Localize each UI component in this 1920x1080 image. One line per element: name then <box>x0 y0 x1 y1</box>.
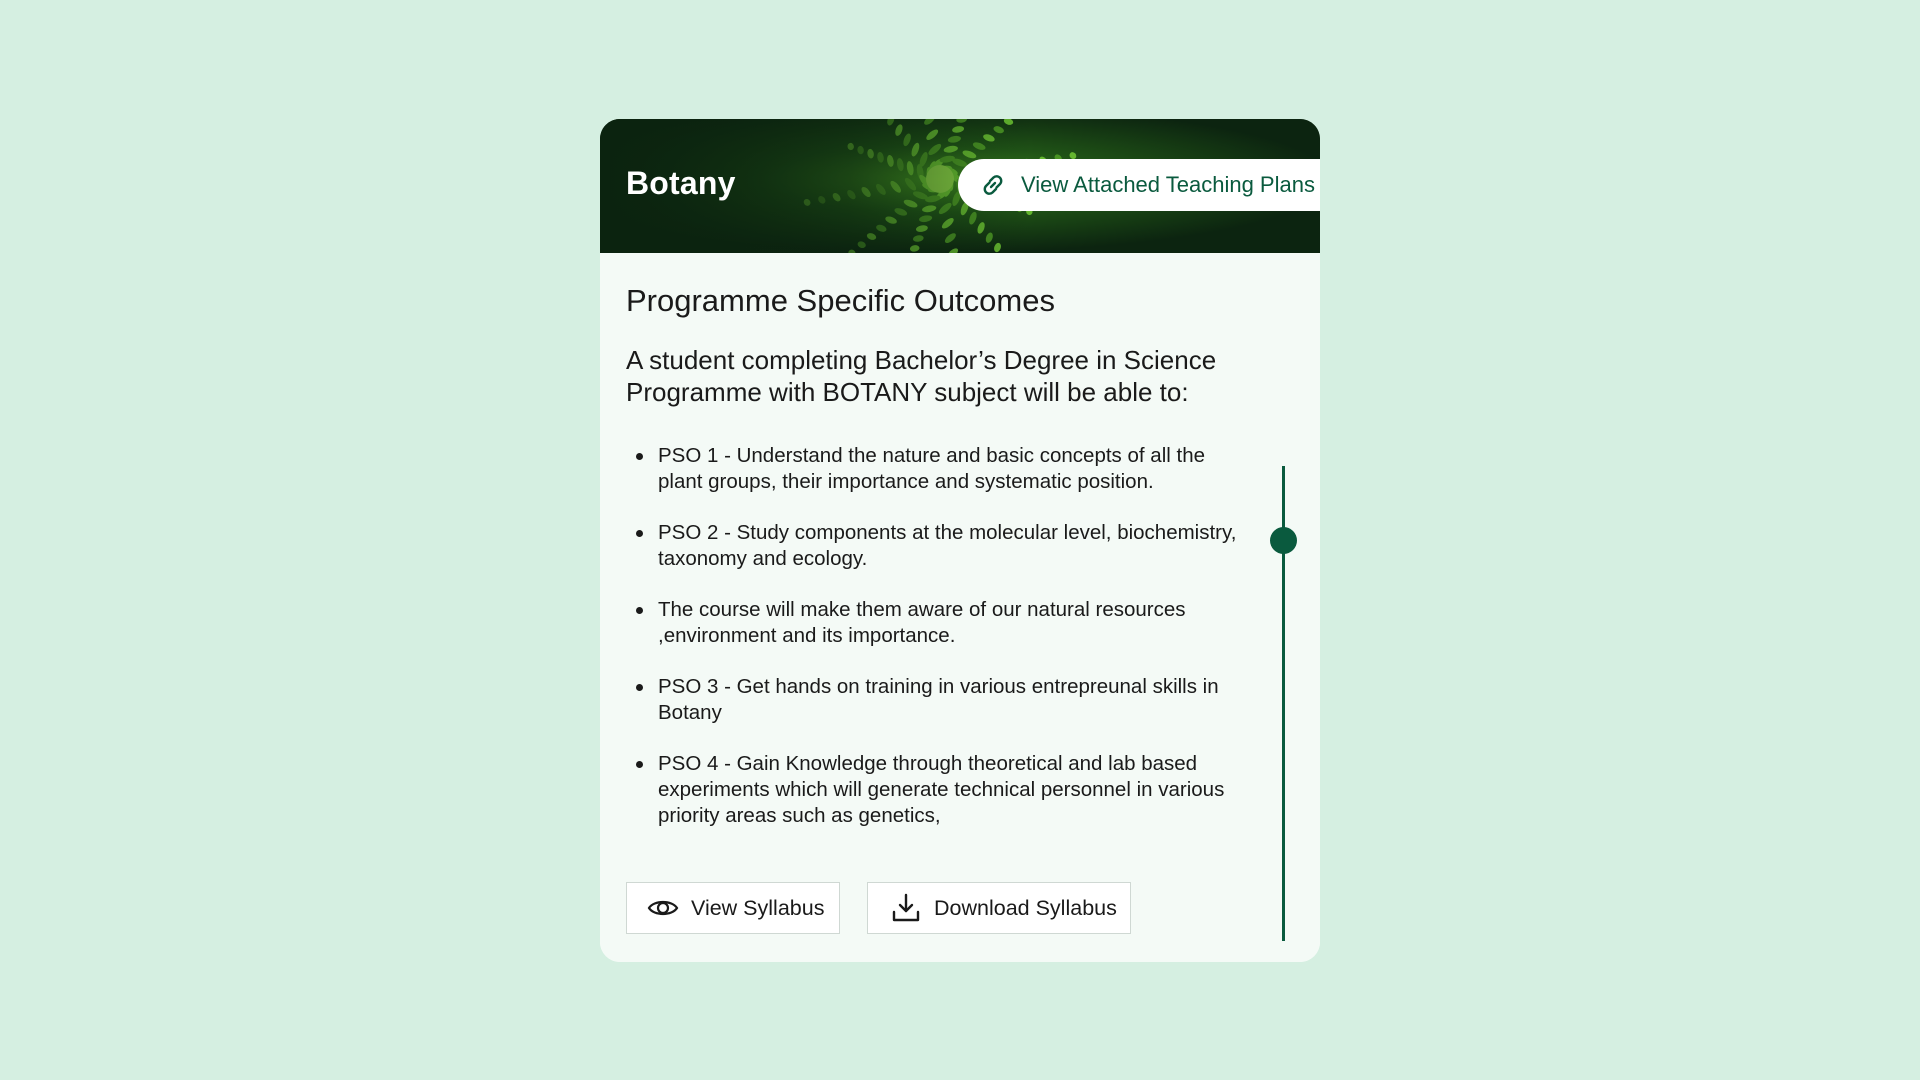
outcome-text: The course will make them aware of our natural resources ,environment and its importance. <box>658 598 1186 647</box>
list-item <box>626 674 1246 726</box>
outcomes-panel[interactable] <box>600 253 1320 962</box>
bullet <box>636 684 643 691</box>
view-syllabus-button[interactable] <box>626 882 840 934</box>
list-item <box>626 597 1246 649</box>
scrollbar-thumb[interactable] <box>1270 527 1297 554</box>
download-syllabus-label: Download Syllabus <box>934 895 1117 920</box>
view-syllabus-label: View Syllabus <box>691 895 825 920</box>
outcome-text: PSO 3 - Get hands on training in various entrepreunal skills in Botany <box>658 675 1219 724</box>
intro-text: A student completing Bachelor’s Degree in Science Programme with BOTANY subject will be able to: <box>626 345 1217 407</box>
download-icon <box>890 892 922 924</box>
download-syllabus-button[interactable] <box>867 882 1131 934</box>
subject-title: Botany <box>626 165 736 201</box>
list-item <box>626 520 1246 572</box>
banner <box>600 119 1320 253</box>
bullet <box>636 453 643 460</box>
list-item <box>626 443 1246 495</box>
outcomes-list <box>626 443 1246 854</box>
list-item <box>626 751 1246 829</box>
outcome-text: PSO 1 - Understand the nature and basic concepts of all the plant groups, their importance and systematic position. <box>658 444 1205 493</box>
teaching-plans-label: View Attached Teaching Plans <box>1021 172 1315 197</box>
view-teaching-plans-button[interactable] <box>958 159 1320 211</box>
bullet <box>636 761 643 768</box>
syllabus-card <box>600 119 1320 962</box>
outcome-text: PSO 2 - Study components at the molecular level, biochemistry, taxonomy and ecology. <box>658 521 1237 570</box>
eye-icon <box>647 892 679 924</box>
bullet <box>636 607 643 614</box>
link-icon <box>978 170 1008 200</box>
section-title: Programme Specific Outcomes <box>626 283 1055 318</box>
outcome-text: PSO 4 - Gain Knowledge through theoretical and lab based experiments which will generate technical personnel in various priority areas such as genetics, <box>658 752 1225 827</box>
bullet <box>636 530 643 537</box>
